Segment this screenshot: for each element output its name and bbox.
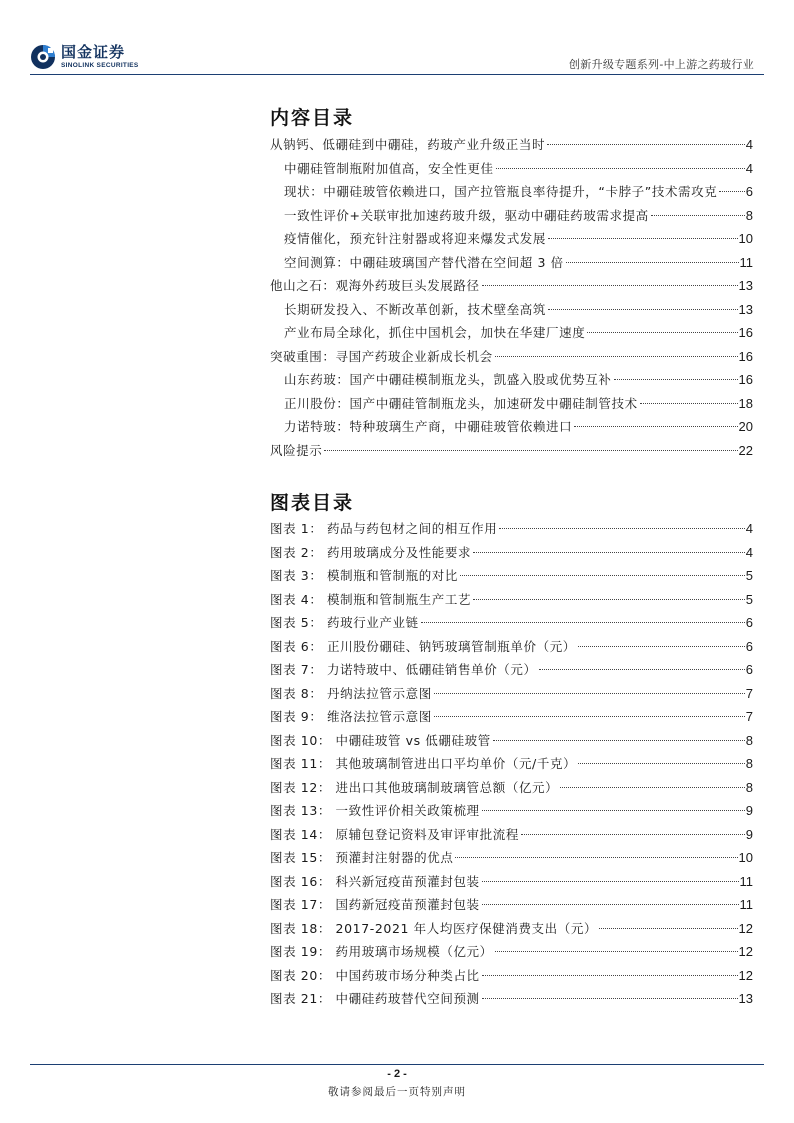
figure-entry-text: 图表 21： 中硼硅药玻替代空间预测 bbox=[270, 991, 480, 1006]
toc-entry[interactable] bbox=[270, 133, 753, 157]
figure-entry[interactable] bbox=[270, 588, 753, 612]
dot-leader bbox=[434, 693, 745, 694]
figure-entry-text: 图表 11： 其他玻璃制管进出口平均单价（元/千克） bbox=[270, 756, 577, 771]
dot-leader bbox=[560, 787, 745, 788]
dot-leader bbox=[482, 810, 745, 811]
toc-entry[interactable] bbox=[270, 415, 753, 439]
figure-entry-page: 6 bbox=[745, 662, 753, 677]
figure-entry-page: 10 bbox=[738, 850, 753, 865]
figure-entry[interactable] bbox=[270, 752, 753, 776]
figure-entry[interactable] bbox=[270, 611, 753, 635]
figure-entry-page: 12 bbox=[738, 944, 753, 959]
figure-entry-text: 图表 4： 模制瓶和管制瓶生产工艺 bbox=[270, 591, 472, 607]
dot-leader bbox=[495, 356, 738, 357]
figure-entry-text: 图表 8： 丹纳法拉管示意图 bbox=[270, 685, 432, 701]
figure-entry[interactable] bbox=[270, 776, 753, 800]
figure-entry-page: 4 bbox=[745, 544, 753, 560]
toc-title: 内容目录 bbox=[270, 107, 355, 129]
figure-entry-text: 图表 15： 预灌封注射器的优点 bbox=[270, 850, 454, 865]
toc-entry[interactable] bbox=[270, 298, 753, 322]
figure-entry[interactable] bbox=[270, 564, 753, 588]
figure-entry-page: 5 bbox=[745, 568, 753, 583]
toc-entry-page: 11 bbox=[739, 254, 753, 270]
dot-leader bbox=[640, 403, 738, 404]
page-number: - 2 - bbox=[387, 1068, 407, 1080]
figure-entry[interactable] bbox=[270, 987, 753, 1011]
figure-entry-page: 7 bbox=[745, 685, 753, 701]
toc-entry-text: 空间测算：中硼硅玻璃国产替代潜在空间超 3 倍 bbox=[284, 254, 564, 270]
toc-entry-page: 20 bbox=[738, 419, 753, 434]
dot-leader bbox=[539, 669, 745, 670]
dot-leader bbox=[587, 332, 737, 333]
dot-leader bbox=[421, 622, 745, 623]
toc-entry-text: 从钠钙、低硼硅到中硼硅，药玻产业升级正当时 bbox=[270, 137, 546, 152]
toc-entry-page: 10 bbox=[738, 231, 753, 246]
dot-leader bbox=[547, 144, 745, 145]
figure-entry-text: 图表 14： 原辅包登记资料及审评审批流程 bbox=[270, 826, 519, 842]
toc-entry-page: 4 bbox=[745, 137, 753, 152]
figure-entry-text: 图表 3： 模制瓶和管制瓶的对比 bbox=[270, 568, 459, 583]
dot-leader bbox=[482, 975, 738, 976]
dot-leader bbox=[460, 575, 745, 576]
figure-entry-page: 12 bbox=[738, 920, 753, 936]
toc-entry-text: 中硼硅管制瓶附加值高，安全性更佳 bbox=[284, 160, 494, 176]
toc-entry[interactable] bbox=[270, 227, 753, 251]
toc-entry[interactable] bbox=[270, 204, 753, 228]
dot-leader bbox=[578, 763, 745, 764]
figure-entry[interactable] bbox=[270, 705, 753, 729]
toc-entry-text: 风险提示 bbox=[270, 442, 323, 458]
dot-leader bbox=[482, 285, 738, 286]
figure-entry-text: 图表 2： 药用玻璃成分及性能要求 bbox=[270, 544, 472, 560]
dot-leader bbox=[473, 552, 745, 553]
dot-leader bbox=[495, 951, 738, 952]
toc-entry-text: 他山之石：观海外药玻巨头发展路径 bbox=[270, 278, 480, 293]
figure-entry[interactable] bbox=[270, 799, 753, 823]
figure-entry-text: 图表 12： 进出口其他玻璃制玻璃管总额（亿元） bbox=[270, 779, 559, 795]
toc-entry[interactable] bbox=[270, 439, 753, 463]
dot-leader bbox=[473, 599, 745, 600]
dot-leader bbox=[521, 834, 745, 835]
toc-entry[interactable] bbox=[270, 392, 753, 416]
figure-entry[interactable] bbox=[270, 917, 753, 941]
toc-entry-page: 22 bbox=[738, 442, 753, 458]
toc-entry[interactable] bbox=[270, 157, 753, 181]
toc-entry-text: 一致性评价+关联审批加速药玻升级，驱动中硼硅药玻需求提高 bbox=[284, 207, 649, 223]
figure-entry[interactable] bbox=[270, 823, 753, 847]
toc-entry-page: 13 bbox=[738, 301, 753, 317]
figure-entry[interactable] bbox=[270, 729, 753, 753]
toc-entry[interactable] bbox=[270, 368, 753, 392]
contents-list bbox=[270, 133, 753, 462]
figure-entry-text: 图表 20： 中国药玻市场分种类占比 bbox=[270, 967, 480, 983]
toc-entry-text: 突破重围：寻国产药玻企业新成长机会 bbox=[270, 348, 493, 364]
header-divider bbox=[30, 74, 764, 75]
figure-entry-page: 4 bbox=[745, 521, 753, 536]
footer-divider bbox=[30, 1064, 764, 1065]
sinolink-logo-icon bbox=[30, 44, 56, 70]
toc-entry-text: 山东药玻：国产中硼硅模制瓶龙头，凯盛入股或优势互补 bbox=[284, 372, 612, 387]
figure-entry-text: 图表 9： 维洛法拉管示意图 bbox=[270, 709, 432, 724]
toc-entry-text: 疫情催化，预充针注射器或将迎来爆发式发展 bbox=[284, 231, 547, 246]
figure-entry-page: 9 bbox=[745, 803, 753, 818]
dot-leader bbox=[599, 928, 737, 929]
dot-leader bbox=[482, 904, 739, 905]
toc-entry-page: 18 bbox=[738, 395, 753, 411]
toc-entry-page: 16 bbox=[738, 372, 753, 387]
toc-entry-text: 现状：中硼硅玻管依赖进口，国产拉管瓶良率待提升，“卡脖子”技术需攻克 bbox=[284, 184, 718, 199]
company-logo bbox=[30, 44, 139, 70]
dot-leader bbox=[455, 857, 737, 858]
dot-leader bbox=[574, 426, 737, 427]
figures-title: 图表目录 bbox=[270, 492, 355, 514]
figure-entry-page: 13 bbox=[738, 991, 753, 1006]
toc-entry[interactable] bbox=[270, 321, 753, 345]
toc-entry[interactable] bbox=[270, 274, 753, 298]
dot-leader bbox=[493, 740, 745, 741]
logo-name-cn: 国金证券 bbox=[61, 42, 126, 61]
dot-leader bbox=[548, 238, 738, 239]
report-series-title: 创新升级专题系列-中上游之药玻行业 bbox=[568, 58, 754, 71]
dot-leader bbox=[548, 309, 738, 310]
figure-entry-page: 8 bbox=[745, 779, 753, 795]
dot-leader bbox=[578, 646, 745, 647]
dot-leader bbox=[651, 215, 745, 216]
figure-entry[interactable] bbox=[270, 541, 753, 565]
figure-entry[interactable] bbox=[270, 870, 753, 894]
figure-entry-text: 图表 1： 药品与药包材之间的相互作用 bbox=[270, 521, 498, 536]
toc-entry-page: 13 bbox=[738, 278, 753, 293]
figure-entry-text: 图表 5： 药玻行业产业链 bbox=[270, 615, 419, 630]
figure-entry-text: 图表 18： 2017-2021 年人均医疗保健消费支出（元） bbox=[270, 920, 598, 936]
figure-entry-page: 11 bbox=[739, 873, 753, 889]
figures-list bbox=[270, 517, 753, 1011]
figure-entry-text: 图表 16： 科兴新冠疫苗预灌封包装 bbox=[270, 873, 480, 889]
figure-entry-text: 图表 17： 国药新冠疫苗预灌封包装 bbox=[270, 897, 480, 912]
figure-entry[interactable] bbox=[270, 940, 753, 964]
toc-entry-text: 力诺特玻：特种玻璃生产商，中硼硅玻管依赖进口 bbox=[284, 419, 573, 434]
figure-entry[interactable] bbox=[270, 846, 753, 870]
toc-entry-page: 8 bbox=[745, 207, 753, 223]
dot-leader bbox=[614, 379, 738, 380]
figure-entry-text: 图表 7： 力诺特玻中、低硼硅销售单价（元） bbox=[270, 662, 537, 677]
toc-entry-page: 6 bbox=[745, 184, 753, 199]
toc-entry[interactable] bbox=[270, 345, 753, 369]
figure-entry-page: 6 bbox=[745, 638, 753, 654]
dot-leader bbox=[566, 262, 739, 263]
dot-leader bbox=[324, 450, 737, 451]
figure-entry-page: 6 bbox=[745, 615, 753, 630]
dot-leader bbox=[482, 881, 739, 882]
toc-entry[interactable] bbox=[270, 251, 753, 275]
dot-leader bbox=[434, 716, 745, 717]
figure-entry[interactable] bbox=[270, 682, 753, 706]
dot-leader bbox=[719, 191, 744, 192]
dot-leader bbox=[499, 528, 744, 529]
page-header bbox=[0, 0, 794, 80]
toc-entry-text: 产业布局全球化，抓住中国机会，加快在华建厂速度 bbox=[284, 325, 586, 340]
dot-leader bbox=[482, 998, 738, 999]
toc-entry-page: 16 bbox=[738, 325, 753, 340]
figure-entry[interactable] bbox=[270, 893, 753, 917]
figure-entry-page: 8 bbox=[745, 732, 753, 748]
figure-entry[interactable] bbox=[270, 658, 753, 682]
figure-entry[interactable] bbox=[270, 517, 753, 541]
figure-entry[interactable] bbox=[270, 964, 753, 988]
figure-entry-page: 7 bbox=[745, 709, 753, 724]
figure-entry[interactable] bbox=[270, 635, 753, 659]
figure-entry-text: 图表 10： 中硼硅玻管 vs 低硼硅玻管 bbox=[270, 732, 491, 748]
figure-entry-text: 图表 19： 药用玻璃市场规模（亿元） bbox=[270, 944, 493, 959]
figure-entry-text: 图表 6： 正川股份硼硅、钠钙玻璃管制瓶单价（元） bbox=[270, 638, 576, 654]
toc-entry-text: 正川股份：国产中硼硅管制瓶龙头，加速研发中硼硅制管技术 bbox=[284, 395, 638, 411]
logo-name-en: SINOLINK SECURITIES bbox=[61, 61, 139, 69]
disclaimer-note: 敬请参阅最后一页特别声明 bbox=[328, 1086, 466, 1098]
figure-entry-text: 图表 13： 一致性评价相关政策梳理 bbox=[270, 803, 480, 818]
toc-entry-text: 长期研发投入、不断改革创新，技术壁垒高筑 bbox=[284, 301, 547, 317]
toc-entry-page: 16 bbox=[738, 348, 753, 364]
figure-entry-page: 9 bbox=[745, 826, 753, 842]
dot-leader bbox=[496, 168, 745, 169]
toc-entry-page: 4 bbox=[745, 160, 753, 176]
figure-entry-page: 5 bbox=[745, 591, 753, 607]
figure-entry-page: 11 bbox=[739, 897, 753, 912]
figure-entry-page: 12 bbox=[738, 967, 753, 983]
toc-entry[interactable] bbox=[270, 180, 753, 204]
figure-entry-page: 8 bbox=[745, 756, 753, 771]
